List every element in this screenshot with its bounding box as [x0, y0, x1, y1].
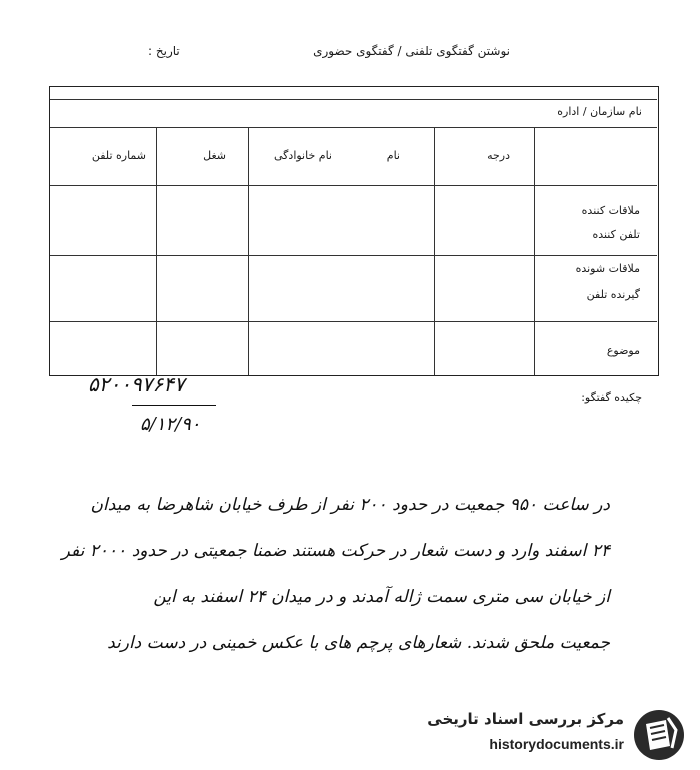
column-job: شغل: [203, 149, 226, 162]
row-receiver: گیرنده تلفن: [586, 288, 640, 301]
column-name: نام: [386, 149, 400, 162]
top-rule: [50, 99, 657, 100]
watermark: [396, 708, 686, 762]
conversation-form-table: [49, 86, 659, 376]
report-line-3: از خیابان سی متری سمت ژاله آمدند و در میدان ۲۴ اسفند به این: [153, 587, 610, 607]
archive-logo-icon: [632, 708, 686, 762]
report-line-4: جمعیت ملحق شدند. شعارهای پرچم های با عکس خمینی در دست دارند: [107, 633, 610, 653]
org-row-rule: [50, 127, 657, 128]
visited-row-rule: [50, 321, 657, 322]
report-line-2: ۲۴ اسفند وارد و دست شعار در حرکت هستند ضمنا جمعیتی در حدود ۲۰۰۰ نفر: [61, 541, 610, 561]
row-visited: ملاقات شونده: [575, 262, 640, 275]
col-divider-job: [248, 127, 249, 375]
form-title: نوشتن گفتگوی تلفنی / گفتگوی حضوری: [313, 44, 510, 58]
col-divider-rank: [534, 127, 535, 375]
handwritten-report: [50, 482, 610, 666]
handwritten-date: ۵/۱۲/۹۰: [140, 414, 201, 435]
date-label: تاریخ :: [148, 44, 180, 58]
row-visitor: ملاقات کننده: [581, 204, 640, 217]
column-phone-number: شماره تلفن: [91, 149, 146, 162]
summary-label: چکیده گفتگو:: [581, 391, 642, 404]
row-caller: تلفن کننده: [592, 228, 640, 241]
header-row-rule: [50, 185, 657, 186]
column-rank: درجه: [487, 149, 510, 162]
watermark-title: مرکز بررسی اسناد تاریخی: [427, 710, 624, 728]
visitor-row-rule: [50, 255, 657, 256]
column-family-name: نام خانوادگی: [274, 149, 332, 162]
watermark-url: historydocuments.ir: [489, 736, 624, 752]
col-divider-phone: [156, 127, 157, 375]
report-line-1: در ساعت ۹۵۰ جمعیت در حدود ۲۰۰ نفر از طرف خیابان شاهرضا به میدان: [90, 495, 610, 515]
phone-underline: [132, 405, 216, 406]
org-label: نام سازمان / اداره: [557, 105, 642, 118]
row-subject: موضوع: [606, 344, 640, 357]
col-divider-name: [434, 127, 435, 375]
handwritten-phone-number: ۵۲۰۰۹۷۶۴۷: [88, 372, 185, 396]
